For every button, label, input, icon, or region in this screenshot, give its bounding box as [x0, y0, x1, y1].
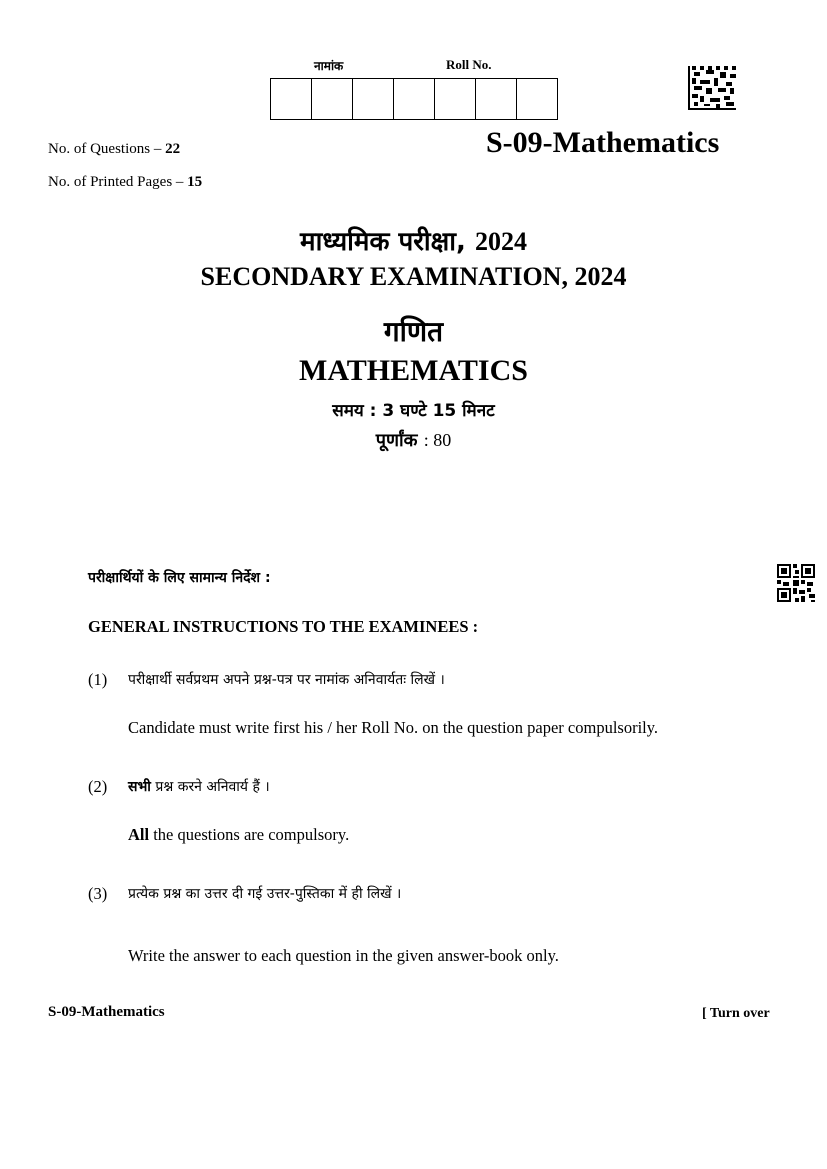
instruction-3-hindi: प्रत्येक प्रश्न का उत्तर दी गई उत्तर-पुस्तिका में ही लिखें ।: [128, 886, 402, 902]
roll-box[interactable]: [312, 79, 353, 119]
instruction-2-english: [128, 825, 349, 845]
instruction-2-hindi-bold: सभी: [128, 779, 151, 795]
subject-title-hindi: गणित: [383, 315, 444, 348]
instructions-heading-hindi: परीक्षार्थियों के लिए सामान्य निर्देश :: [88, 570, 271, 586]
question-count-value: 22: [165, 141, 181, 157]
roll-box[interactable]: [435, 79, 476, 119]
page-count-value: 15: [187, 174, 203, 190]
instruction-number: (2): [88, 777, 108, 796]
roll-label-english: Roll No.: [446, 57, 492, 72]
paper-code: S-09-Mathematics: [486, 126, 720, 159]
max-marks: [0, 428, 827, 452]
qr-code-icon: [777, 564, 815, 602]
instruction-2-hindi-text: प्रश्न करने अनिवार्य हैं ।: [155, 779, 270, 795]
roll-box[interactable]: [271, 79, 312, 119]
page-count: [48, 174, 202, 191]
max-marks-label: पूर्णांक: [375, 430, 418, 451]
instruction-number: (1): [88, 670, 108, 689]
exam-title-year: 2024: [474, 227, 527, 256]
footer-paper-code: S-09-Mathematics: [48, 1004, 165, 1020]
instructions-heading-english: GENERAL INSTRUCTIONS TO THE EXAMINEES :: [88, 617, 479, 636]
roll-label-hindi: नामांक: [314, 59, 344, 73]
turn-over-label: [ Turn over: [702, 1006, 770, 1021]
instruction-2-english-bold: All: [128, 825, 150, 844]
roll-box[interactable]: [353, 79, 394, 119]
subject-title-english: MATHEMATICS: [299, 354, 528, 387]
datamatrix-code-icon: [688, 66, 736, 110]
instruction-1-english: Candidate must write first his / her Roll No. on the question paper compulsorily.: [128, 718, 659, 737]
roll-number-boxes[interactable]: [270, 78, 558, 120]
instruction-1-hindi: परीक्षार्थी सर्वप्रथम अपने प्रश्न-पत्र पर नामांक अनिवार्यतः लिखें ।: [128, 672, 445, 688]
max-marks-value: : 80: [423, 430, 452, 450]
question-count: [48, 141, 180, 158]
instruction-3-english: Write the answer to each question in the given answer-book only.: [128, 946, 559, 965]
instruction-2-hindi: [128, 777, 270, 796]
exam-title-hindi: [0, 222, 827, 258]
question-count-label: No. of Questions –: [48, 141, 162, 157]
page-count-label: No. of Printed Pages –: [48, 174, 184, 190]
roll-box[interactable]: [394, 79, 435, 119]
roll-box[interactable]: [476, 79, 517, 119]
exam-duration: समय : 3 घण्टे 15 मिनट: [332, 401, 495, 421]
roll-box[interactable]: [517, 79, 557, 119]
instruction-2-english-text: the questions are compulsory.: [153, 825, 350, 844]
exam-title-english: SECONDARY EXAMINATION, 2024: [200, 262, 627, 291]
instruction-number: (3): [88, 884, 108, 903]
exam-title-hindi-text: माध्यमिक परीक्षा,: [300, 227, 466, 257]
